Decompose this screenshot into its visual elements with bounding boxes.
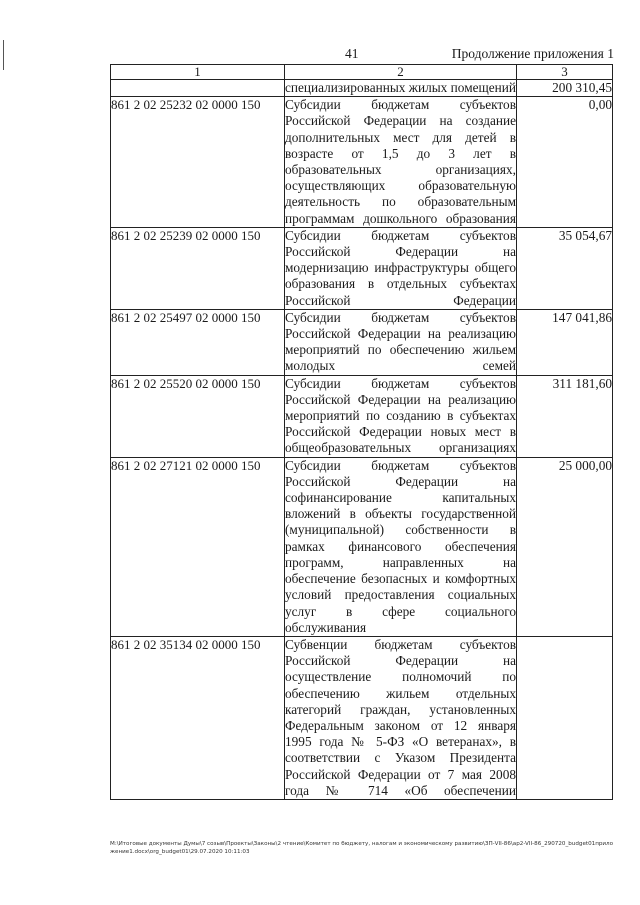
column-header-amount: 3 [517,65,613,80]
page-header [0,46,640,64]
description-text: специализированных жилых помещений [285,80,516,95]
budget-code-cell: 861 2 02 25232 02 0000 150 [111,97,285,228]
table-row [111,375,613,457]
table-row [111,309,613,375]
description-text: Субсидии бюджетам субъектов Российской Федерации на создание дополнительных мест для детей в возрасте от 1,5 до 3 лет в образовательных организациях, осуществляющих образовательную деятельность по образовательным программам дошкольного образования [285,97,516,226]
description-text: Субсидии бюджетам субъектов Российской Федерации на реализацию мероприятий по созданию в субъектах Российской Федерации новых мест в общеобразовательных организациях [285,375,516,456]
amount-cell [517,636,613,799]
description-cell [285,97,517,228]
amount-cell: 200 310,45 [517,80,613,97]
column-header-name: 2 [285,65,517,80]
budget-code-cell: 861 2 02 27121 02 0000 150 [111,457,285,636]
amount-cell: 35 054,67 [517,227,613,309]
description-text: Субвенции бюджетам субъектов Российской Федерации на осуществление полномочий по обеспечению жильем отдельных категорий граждан, установленных Федеральным законом от 12 января 1995 года № 5-ФЗ «О ветеранах», в соответствии с Указом Президента Российской Федерации от 7 мая 2008 года № 714 «Об обеспечении [285,636,516,798]
table-row [111,457,613,636]
description-cell [285,309,517,375]
description-cell [285,636,517,799]
budget-code-cell: 861 2 02 25520 02 0000 150 [111,375,285,457]
amount-cell: 0,00 [517,97,613,228]
description-cell [285,80,517,97]
description-text: Субсидии бюджетам субъектов Российской Федерации на реализацию мероприятий по обеспечению жильем молодых семей [285,309,516,374]
budget-code-cell: 861 2 02 35134 02 0000 150 [111,636,285,799]
table-row [111,97,613,228]
budget-code-cell: 861 2 02 25497 02 0000 150 [111,309,285,375]
table-row [111,227,613,309]
table-row [111,80,613,97]
description-cell [285,227,517,309]
description-cell [285,375,517,457]
document-file-path-footer: M:\Итоговые документы Думы\7 созыв\Проекты\Законы\2 чтение\Комитет по бюджету, налогам и экономическому развитию\ЗП-VII-86\ap2-VII-86_290720_budget01приложение1.docx\org_budget01\29.07.2020 10:11:03 [110,841,614,855]
budget-revenue-table [110,64,613,800]
budget-code-cell [111,80,285,97]
table-header-row [111,65,613,80]
amount-cell: 147 041,86 [517,309,613,375]
amount-cell: 25 000,00 [517,457,613,636]
appendix-continuation-title: Продолжение приложения 1 [451,46,614,61]
description-text: Субсидии бюджетам субъектов Российской Федерации на модернизацию инфраструктуры общего образования в отдельных субъектах Российской Федерации [285,227,516,308]
description-cell [285,457,517,636]
budget-code-cell: 861 2 02 25239 02 0000 150 [111,227,285,309]
column-header-code: 1 [111,65,285,80]
table-row [111,636,613,799]
description-text: Субсидии бюджетам субъектов Российской Федерации на софинансирование капитальных вложений в объекты государственной (муниципальной) собственности в рамках финансового обеспечения программ, направленных на обеспечение безопасных и комфортных условий предоставления социальных услуг в сфере социального обслуживания [285,457,516,635]
amount-cell: 311 181,60 [517,375,613,457]
page-number: 41 [345,46,359,61]
